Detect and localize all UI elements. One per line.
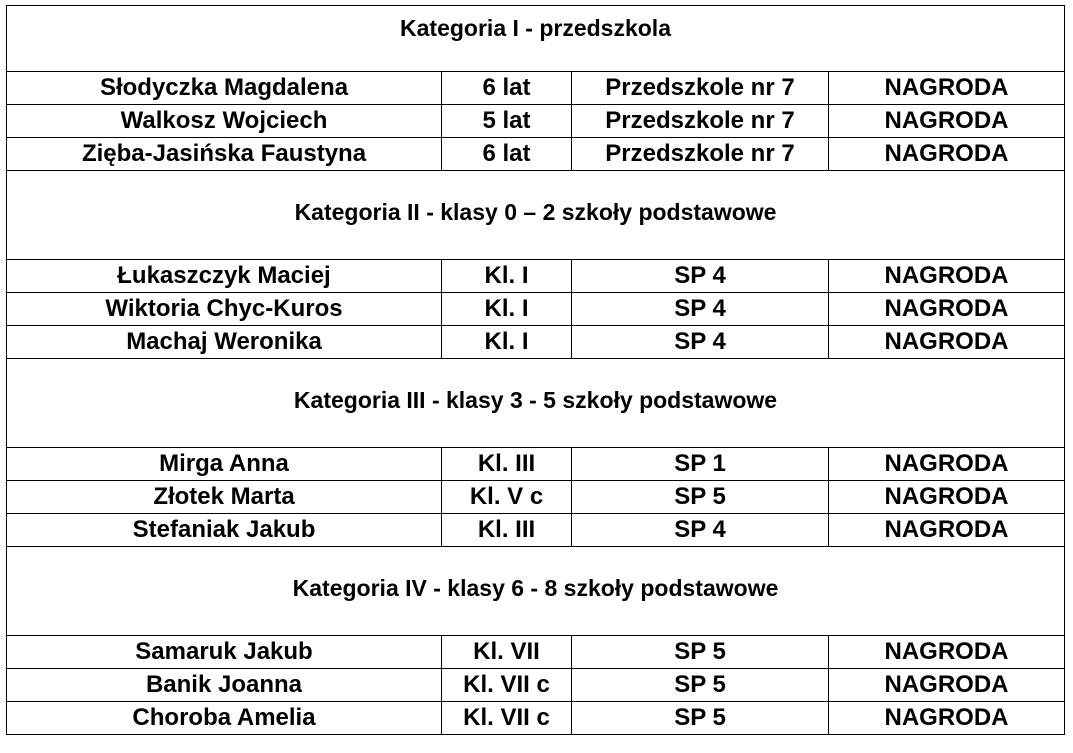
participant-name: Mirga Anna [7, 448, 442, 481]
participant-age-class: Kl. VII [442, 636, 572, 669]
table-row [7, 72, 1065, 105]
participant-age-class: Kl. I [442, 326, 572, 359]
participant-age-class: Kl. VII c [442, 669, 572, 702]
participant-award: NAGRODA [829, 514, 1065, 547]
participant-award: NAGRODA [829, 105, 1065, 138]
category-header-row [7, 6, 1065, 72]
participant-school: SP 5 [572, 702, 829, 735]
participant-name: Złotek Marta [7, 481, 442, 514]
table-row [7, 636, 1065, 669]
category-title-cell [7, 547, 1065, 636]
participant-award: NAGRODA [829, 293, 1065, 326]
participant-age-class: Kl. V c [442, 481, 572, 514]
participant-age-class: Kl. VII c [442, 702, 572, 735]
participant-school: SP 5 [572, 636, 829, 669]
participant-age-class: 6 lat [442, 138, 572, 171]
participant-award: NAGRODA [829, 481, 1065, 514]
table-row [7, 702, 1065, 735]
participant-age-class: Kl. I [442, 260, 572, 293]
participant-award: NAGRODA [829, 260, 1065, 293]
participant-award: NAGRODA [829, 669, 1065, 702]
table-row [7, 293, 1065, 326]
category-title-cell [7, 6, 1065, 72]
participant-award: NAGRODA [829, 326, 1065, 359]
table-row [7, 481, 1065, 514]
category-title: Kategoria III - klasy 3 - 5 szkoły podstawowe [293, 386, 778, 413]
participant-name: Banik Joanna [7, 669, 442, 702]
category-title: Kategoria II - klasy 0 – 2 szkoły podstawowe [294, 198, 777, 225]
participant-school: Przedszkole nr 7 [572, 72, 829, 105]
participant-name: Zięba-Jasińska Faustyna [7, 138, 442, 171]
table-row [7, 514, 1065, 547]
participant-name: Walkosz Wojciech [7, 105, 442, 138]
table-row [7, 326, 1065, 359]
participant-name: Wiktoria Chyc-Kuros [7, 293, 442, 326]
category-header-row [7, 171, 1065, 260]
participant-school: SP 5 [572, 481, 829, 514]
participant-name: Choroba Amelia [7, 702, 442, 735]
participant-school: SP 4 [572, 514, 829, 547]
category-header-row [7, 547, 1065, 636]
category-title-cell [7, 359, 1065, 448]
table-row [7, 260, 1065, 293]
results-table [6, 5, 1065, 735]
participant-award: NAGRODA [829, 138, 1065, 171]
participant-name: Samaruk Jakub [7, 636, 442, 669]
participant-age-class: Kl. III [442, 448, 572, 481]
participant-award: NAGRODA [829, 702, 1065, 735]
participant-school: SP 4 [572, 260, 829, 293]
participant-name: Machaj Weronika [7, 326, 442, 359]
participant-school: Przedszkole nr 7 [572, 105, 829, 138]
participant-school: Przedszkole nr 7 [572, 138, 829, 171]
participant-school: SP 4 [572, 326, 829, 359]
table-row [7, 138, 1065, 171]
participant-age-class: Kl. III [442, 514, 572, 547]
table-row [7, 669, 1065, 702]
category-title: Kategoria I - przedszkola [400, 15, 671, 41]
participant-age-class: 6 lat [442, 72, 572, 105]
participant-school: SP 1 [572, 448, 829, 481]
participant-age-class: 5 lat [442, 105, 572, 138]
participant-name: Łukaszczyk Maciej [7, 260, 442, 293]
participant-school: SP 5 [572, 669, 829, 702]
participant-age-class: Kl. I [442, 293, 572, 326]
table-row [7, 448, 1065, 481]
table-row [7, 105, 1065, 138]
participant-award: NAGRODA [829, 72, 1065, 105]
participant-name: Słodyczka Magdalena [7, 72, 442, 105]
participant-name: Stefaniak Jakub [7, 514, 442, 547]
category-header-row [7, 359, 1065, 448]
participant-award: NAGRODA [829, 448, 1065, 481]
category-title-cell [7, 171, 1065, 260]
participant-school: SP 4 [572, 293, 829, 326]
category-title: Kategoria IV - klasy 6 - 8 szkoły podstawowe [292, 574, 779, 601]
participant-award: NAGRODA [829, 636, 1065, 669]
